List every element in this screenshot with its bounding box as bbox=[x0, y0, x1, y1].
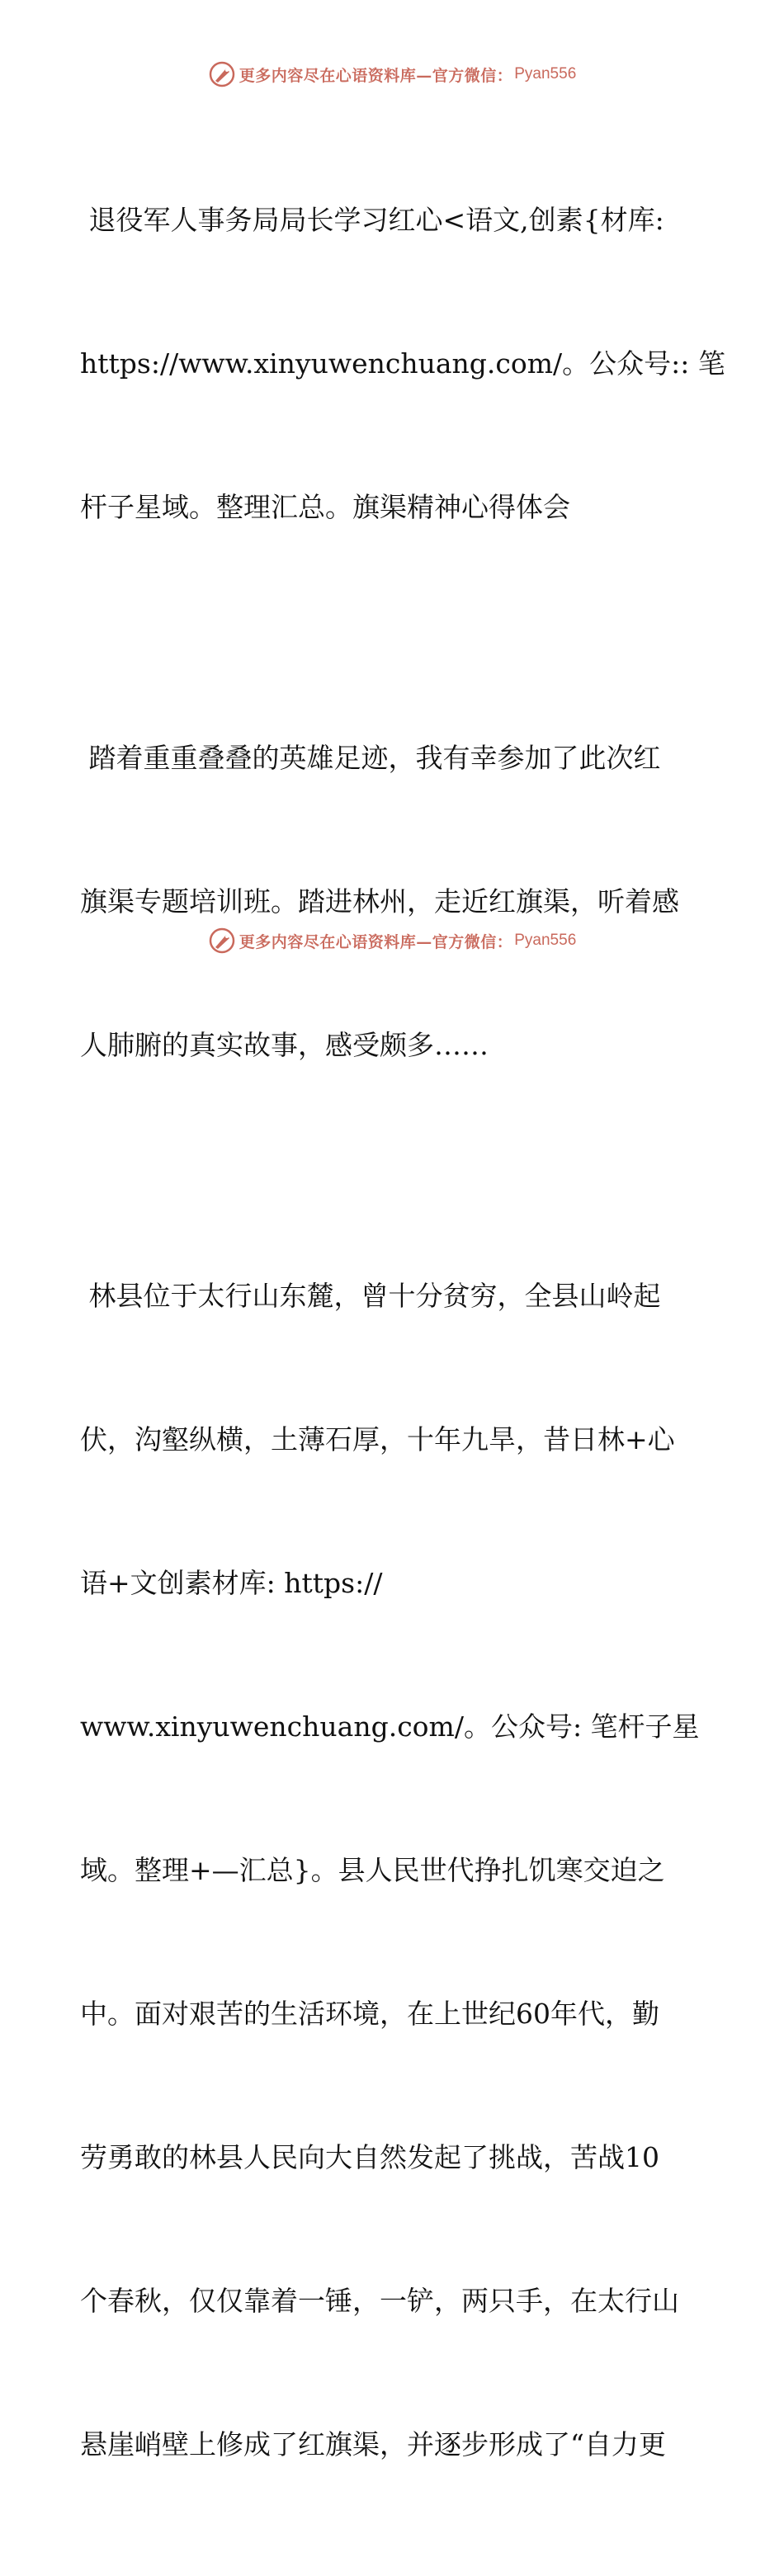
pen-nib-logo-icon bbox=[208, 60, 236, 88]
text-line: 语+文创素材库: https:// bbox=[80, 1567, 383, 1599]
header-banner bbox=[0, 58, 784, 91]
text-line: 悬崖峭壁上修成了红旗渠，并逐步形成了“自力更 bbox=[80, 2428, 666, 2460]
footer-banner bbox=[0, 924, 784, 957]
paragraph-linxian bbox=[80, 1177, 707, 2564]
text-line: 劳勇敢的林县人民向大自然发起了挑战，苦战10 bbox=[80, 2141, 659, 2173]
text-line: 林县位于太行山东麓，曾十分贫穷，全县山岭起 bbox=[80, 1280, 661, 1312]
footer-banner-text: 更多内容尽在心语资料库—官方微信： bbox=[239, 932, 513, 951]
text-line: 中。面对艰苦的生活环境，在上世纪60年代，勤 bbox=[80, 1998, 659, 2030]
paragraph-training bbox=[80, 639, 707, 1165]
text-line: 踏着重重叠叠的英雄足迹，我有幸参加了此次红 bbox=[80, 742, 661, 774]
text-line: 人肺腑的真实故事，感受颇多…… bbox=[80, 1029, 489, 1061]
text-line: 伏，沟壑纵横，土薄石厚，十年九旱，昔日林+心 bbox=[80, 1423, 675, 1455]
document-body bbox=[80, 101, 725, 2576]
text-line: 个春秋，仅仅靠着一锤，一铲，两只手，在太行山 bbox=[80, 2285, 679, 2317]
text-line: 域。整理+—汇总}。县人民世代挣扎饥寒交迫之 bbox=[80, 1854, 665, 1886]
header-banner-text: 更多内容尽在心语资料库—官方微信： bbox=[239, 66, 513, 85]
text-line: 退役军人事务局局长学习红心<语文,创素{材库: bbox=[80, 204, 664, 236]
text-line: 杆子星域。整理汇总。旗渠精神心得体会 bbox=[80, 491, 570, 523]
pen-nib-logo-icon bbox=[208, 927, 236, 955]
text-line: www.xinyuwenchuang.com/。公众号: 笔杆子星 bbox=[80, 1710, 700, 1743]
paragraph-intro bbox=[80, 101, 725, 627]
header-banner-contact: Pyan556 bbox=[514, 65, 577, 83]
text-line: https://www.xinyuwenchuang.com/。公众号:: 笔 bbox=[80, 347, 725, 380]
text-line: 旗渠专题培训班。踏进林州，走近红旗渠，听着感 bbox=[80, 885, 679, 918]
footer-banner-contact: Pyan556 bbox=[514, 932, 577, 949]
